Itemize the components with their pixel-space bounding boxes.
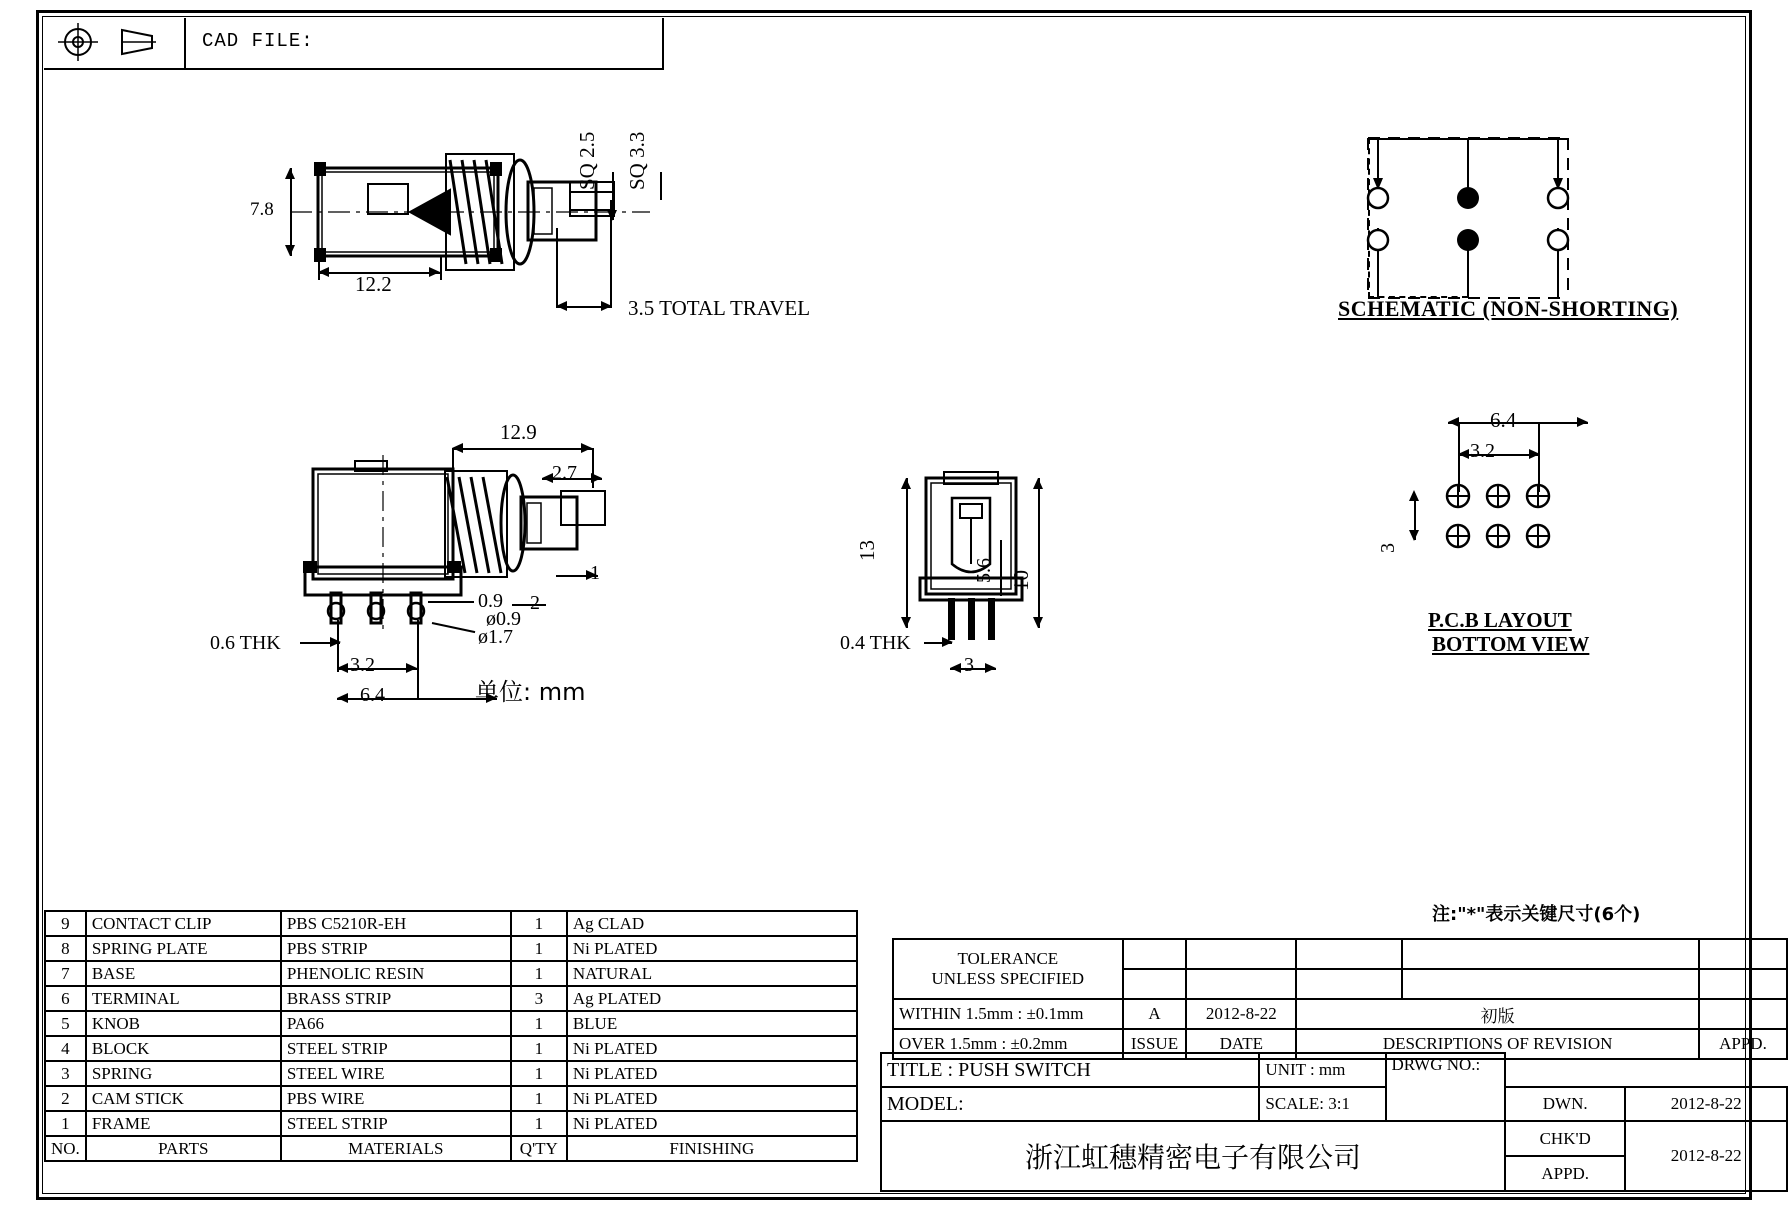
bom-material: STEEL STRIP xyxy=(281,1111,511,1136)
bom-finishing: BLUE xyxy=(567,1011,857,1036)
rev-blank-6 xyxy=(1123,969,1187,999)
scale-cell: SCALE: 3:1 xyxy=(1259,1087,1385,1121)
bom-no: 9 xyxy=(45,911,86,936)
key-dimension-note: 注:"*"表示关键尺寸(6个) xyxy=(1432,904,1641,925)
dim-0p6-thk: 0.6 THK xyxy=(210,632,281,654)
dim-5p6: 5.6 xyxy=(973,558,995,583)
bom-finishing: Ag PLATED xyxy=(567,986,857,1011)
ext-line-12p2-b xyxy=(440,256,442,280)
bom-qty: 1 xyxy=(511,1086,567,1111)
bom-col-materials: MATERIALS xyxy=(281,1136,511,1161)
table-row xyxy=(893,999,1787,1029)
table-row xyxy=(45,986,857,1011)
bom-material: PBS C5210R-EH xyxy=(281,911,511,936)
title-block-table xyxy=(880,1052,1788,1192)
tolerance-over: OVER 1.5mm : ±0.2mm xyxy=(893,1029,1123,1059)
bom-col-qty: Q'TY xyxy=(511,1136,567,1161)
ext-line-travel-b xyxy=(610,200,612,306)
dim-12p2: 12.2 xyxy=(355,272,392,296)
dim-sq-3p3: SQ 3.3 xyxy=(625,131,649,190)
dim-0p9: 0.9 xyxy=(478,590,503,612)
bom-no: 5 xyxy=(45,1011,86,1036)
bom-qty: 1 xyxy=(511,911,567,936)
bom-material: BRASS STRIP xyxy=(281,986,511,1011)
schematic-graphic xyxy=(1340,120,1660,320)
leader-0p9 xyxy=(428,601,474,603)
table-row xyxy=(881,1053,1787,1087)
dim-13: 13 xyxy=(855,540,879,561)
dim-arrow-pcb32-r xyxy=(1529,449,1540,459)
bom-qty: 1 xyxy=(511,936,567,961)
dim-10: 10 xyxy=(1009,570,1033,591)
bom-part: FRAME xyxy=(86,1111,281,1136)
bom-no: 4 xyxy=(45,1036,86,1061)
bom-no: 2 xyxy=(45,1086,86,1111)
dim-pcb-6p4: 6.4 xyxy=(1490,408,1517,432)
leader-thk-arrow xyxy=(330,637,341,647)
dim-arrow-pin3-r xyxy=(985,663,996,673)
bom-no: 7 xyxy=(45,961,86,986)
appd-date: 2012-8-22 xyxy=(1625,1121,1787,1191)
dim-arrow-7p8-down xyxy=(285,245,295,256)
table-row xyxy=(45,1111,857,1136)
dim-arrow-pcb32-l xyxy=(1458,449,1469,459)
bom-material: PBS WIRE xyxy=(281,1086,511,1111)
table-row xyxy=(893,939,1787,969)
dim-arrow-13-d xyxy=(901,617,911,628)
bom-col-parts: PARTS xyxy=(86,1136,281,1161)
table-row xyxy=(881,1087,1787,1121)
dim-total-travel: 3.5 TOTAL TRAVEL xyxy=(628,296,811,320)
dim-3p2: 3.2 xyxy=(350,654,375,676)
rev-desc-value: 初版 xyxy=(1296,999,1699,1029)
bom-part: CAM STICK xyxy=(86,1086,281,1111)
dim-sq-2p5: SQ 2.5 xyxy=(575,131,599,190)
tolerance-line2: UNLESS SPECIFIED xyxy=(931,969,1085,988)
model-cell: MODEL: xyxy=(881,1087,1259,1121)
table-header-row xyxy=(45,1136,857,1161)
rev-blank-9 xyxy=(1402,969,1699,999)
table-row xyxy=(45,911,857,936)
dim-arrow-pcb3-d xyxy=(1409,530,1419,541)
dim-pcb-3: 3 xyxy=(1377,543,1399,553)
pcb-title-line2: BOTTOM VIEW xyxy=(1432,632,1590,656)
dwn-date: 2012-8-22 xyxy=(1625,1087,1787,1121)
rev-appd-value xyxy=(1699,999,1787,1029)
dim-arrow-2p7-r xyxy=(591,473,602,483)
bom-material: PBS STRIP xyxy=(281,936,511,961)
table-row xyxy=(45,936,857,961)
dim-arrow-travel-right xyxy=(601,301,612,311)
bom-col-finishing: FINISHING xyxy=(567,1136,857,1161)
bom-finishing: Ni PLATED xyxy=(567,1086,857,1111)
bill-of-materials-table xyxy=(44,910,858,1162)
dim-dia-1p7: ø1.7 xyxy=(478,626,513,648)
drawing-title: TITLE : PUSH SWITCH xyxy=(881,1053,1259,1087)
bom-material: STEEL STRIP xyxy=(281,1036,511,1061)
bom-no: 6 xyxy=(45,986,86,1011)
bom-part: SPRING xyxy=(86,1061,281,1086)
bom-qty: 1 xyxy=(511,961,567,986)
bom-finishing: Ni PLATED xyxy=(567,936,857,961)
bom-part: TERMINAL xyxy=(86,986,281,1011)
table-row xyxy=(45,1086,857,1111)
dim-line-3p2 xyxy=(337,668,417,670)
bom-col-no: NO. xyxy=(45,1136,86,1161)
spacer-cell-b xyxy=(1625,1053,1787,1087)
dim-arrow-pcb3-u xyxy=(1409,490,1419,501)
dim-7p8: 7.8 xyxy=(250,199,274,220)
table-row xyxy=(45,1061,857,1086)
chkd-label: CHK'D xyxy=(1505,1121,1625,1156)
dim-2p7: 2.7 xyxy=(552,462,577,484)
bom-finishing: Ag CLAD xyxy=(567,911,857,936)
bom-qty: 1 xyxy=(511,1061,567,1086)
rev-issue-value: A xyxy=(1123,999,1187,1029)
cad-file-label: CAD FILE: xyxy=(202,30,314,52)
bom-no: 3 xyxy=(45,1061,86,1086)
rev-date-value: 2012-8-22 xyxy=(1186,999,1296,1029)
dim-arrow-6p4-l xyxy=(337,693,348,703)
bom-part: CONTACT CLIP xyxy=(86,911,281,936)
ext-line-3p2-a xyxy=(337,620,339,672)
bom-finishing: Ni PLATED xyxy=(567,1111,857,1136)
drwg-no-cell: DRWG NO.: xyxy=(1386,1053,1506,1121)
projection-symbol-cell xyxy=(44,18,186,68)
unit-note: 单位: mm xyxy=(475,678,586,706)
dim-arrow-13-u xyxy=(901,478,911,489)
dim-arrow-12p2-right xyxy=(429,267,440,277)
tolerance-heading xyxy=(893,939,1123,999)
bom-material: PA66 xyxy=(281,1011,511,1036)
dim-line-2 xyxy=(512,604,546,606)
dim-arrow-3p2-r xyxy=(406,663,417,673)
table-row xyxy=(45,961,857,986)
schematic-title: SCHEMATIC (NON-SHORTING) xyxy=(1338,296,1679,321)
rev-blank-1 xyxy=(1123,939,1187,969)
table-row xyxy=(45,1011,857,1036)
bom-material: PHENOLIC RESIN xyxy=(281,961,511,986)
bom-no: 8 xyxy=(45,936,86,961)
ext-line-3p2-b xyxy=(417,620,419,700)
projection-symbol-icon xyxy=(44,18,184,66)
bom-no: 1 xyxy=(45,1111,86,1136)
tolerance-within: WITHIN 1.5mm : ±0.1mm xyxy=(893,999,1123,1029)
rev-date-label: DATE xyxy=(1186,1029,1296,1059)
dim-arrow-7p8-up xyxy=(285,168,295,179)
bom-qty: 3 xyxy=(511,986,567,1011)
pcb-layout-graphic xyxy=(1420,470,1620,590)
bom-part: BASE xyxy=(86,961,281,986)
dim-line-7p8 xyxy=(290,168,292,256)
rev-blank-4 xyxy=(1402,939,1699,969)
table-row xyxy=(45,1036,857,1061)
bom-material: STEEL WIRE xyxy=(281,1061,511,1086)
bom-part: SPRING PLATE xyxy=(86,936,281,961)
table-row xyxy=(881,1121,1787,1156)
rev-blank-8 xyxy=(1296,969,1401,999)
dim-line-sq33 xyxy=(660,172,662,200)
dim-2: 2 xyxy=(530,592,540,614)
dwn-label: DWN. xyxy=(1505,1087,1625,1121)
rev-blank-5 xyxy=(1699,939,1787,969)
rev-issue-label: ISSUE xyxy=(1123,1029,1187,1059)
bom-part: KNOB xyxy=(86,1011,281,1036)
bom-finishing: Ni PLATED xyxy=(567,1061,857,1086)
tolerance-revision-table xyxy=(892,938,1788,1060)
dim-line-13 xyxy=(906,478,908,628)
bom-finishing: Ni PLATED xyxy=(567,1036,857,1061)
dim-12p9: 12.9 xyxy=(500,420,537,444)
dim-1: 1 xyxy=(590,562,600,584)
rev-blank-2 xyxy=(1186,939,1296,969)
ext-line-travel-a xyxy=(556,228,558,306)
bom-part: BLOCK xyxy=(86,1036,281,1061)
dim-arrow-pcb64-r xyxy=(1577,417,1588,427)
bom-qty: 1 xyxy=(511,1011,567,1036)
cad-file-header xyxy=(44,18,664,70)
leader-0p4-arrow xyxy=(942,637,953,647)
dim-arrow-sq25 xyxy=(607,210,617,221)
company-name: 浙江虹穗精密电子有限公司 xyxy=(881,1121,1505,1191)
dim-arrow-12p9-right xyxy=(581,443,592,453)
bom-qty: 1 xyxy=(511,1036,567,1061)
appd-label: APPD. xyxy=(1505,1156,1625,1191)
dim-line-5p6 xyxy=(1000,540,1002,596)
dim-6p4: 6.4 xyxy=(360,684,385,706)
rev-blank-7 xyxy=(1186,969,1296,999)
dim-dia-0p9: ø0.9 xyxy=(486,608,521,630)
dim-arrow-10-d xyxy=(1033,617,1043,628)
dim-line-12p9 xyxy=(452,448,592,450)
spacer-cell-a xyxy=(1505,1053,1625,1087)
dim-line-10 xyxy=(1038,478,1040,628)
rev-blank-3 xyxy=(1296,939,1401,969)
dim-0p4-thk: 0.4 THK xyxy=(840,632,911,654)
bom-qty: 1 xyxy=(511,1111,567,1136)
dim-arrow-10-u xyxy=(1033,478,1043,489)
dim-pin3: 3 xyxy=(964,654,974,676)
dim-arrow-travel-left xyxy=(556,301,567,311)
bom-finishing: NATURAL xyxy=(567,961,857,986)
pcb-title-line1: P.C.B LAYOUT xyxy=(1428,608,1572,632)
tolerance-line1: TOLERANCE xyxy=(957,949,1059,968)
ext-line-12p9-a xyxy=(452,448,454,474)
rev-desc-label: DESCRIPTIONS OF REVISION xyxy=(1296,1029,1699,1059)
dim-pcb-3p2: 3.2 xyxy=(1470,440,1495,462)
dim-line-pcb-6p4 xyxy=(1448,422,1588,424)
unit-cell: UNIT : mm xyxy=(1259,1053,1385,1087)
dim-arrow-pin3-l xyxy=(950,663,961,673)
rev-appd-label: APPD. xyxy=(1699,1029,1787,1059)
ext-line-12p2-a xyxy=(318,256,320,280)
rev-blank-10 xyxy=(1699,969,1787,999)
